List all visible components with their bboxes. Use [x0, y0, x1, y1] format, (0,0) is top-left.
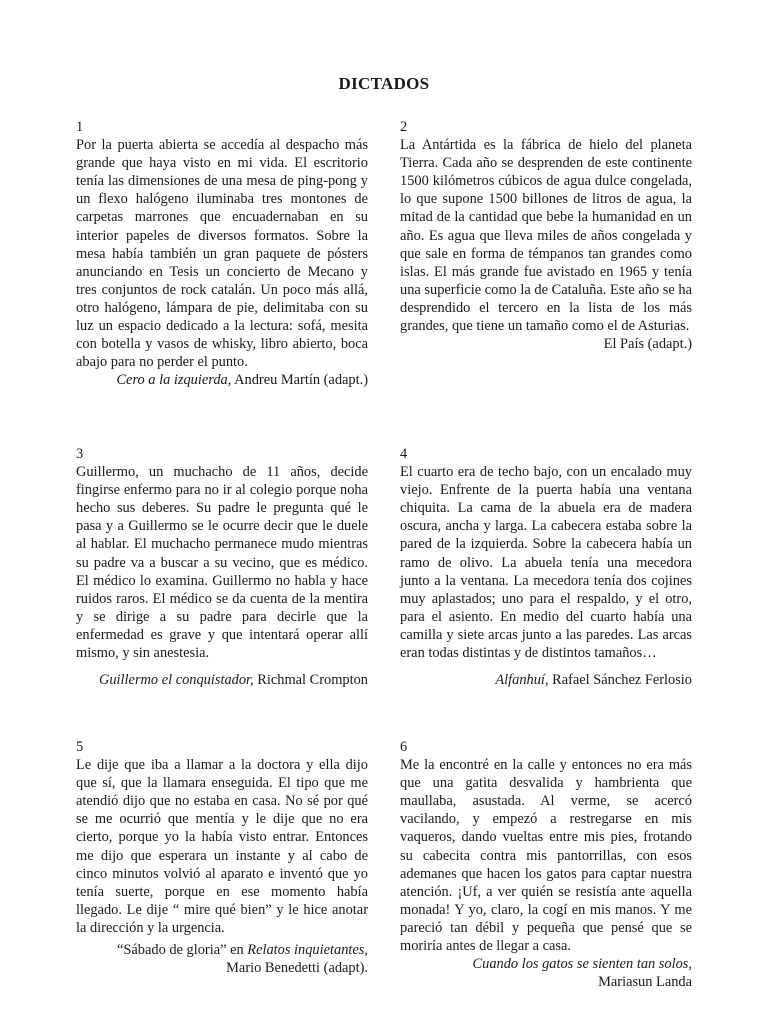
dictation-number: 4	[400, 446, 408, 462]
dictation-2	[400, 118, 692, 353]
dictation-source	[76, 371, 368, 389]
dictation-text: El cuarto era de techo bajo, con un encalado muy viejo. Enfrente de la puerta había una ventana chiquita. La cama de la abuela era de madera oscura, ancha y larga. La cabecera estaba sobre la pared de la izquierda. Sobre la cabecera había un ramo de olivo. La abuela tenía una mecedora junto a la ventana. La mecedora tenía dos cojines muy aplastados; uno para el respaldo, y el otro, para el asiento. En medio del cuarto había una camilla y siete arcas junto a las paredes. Las arcas eran todas distintas y de distintos tamaños…	[400, 464, 692, 662]
dictation-5	[76, 738, 368, 977]
dictation-text: Me la encontré en la calle y entonces no era más que una gatita desvalida y hambrienta que maullaba, asustada. Al verme, se acercó vacilando, y empezó a restregarse en mis vaqueros, dando vueltas entre mis pies, frotando su cabecita contra mis pantorrillas, con esos ademanes que hacen los gatos para captar nuestra atención. ¡Uf, a ver quién se resistía ante aquella monada! Y yo, claro, la cogí en mis manos. Y me pareció tan débil y pequeña que pensé que se moriría antes de llegar a casa.	[400, 757, 692, 955]
source-title: Alfanhuí,	[495, 672, 549, 689]
dictation-text: Le dije que iba a llamar a la doctora y ella dijo que sí, que la llamara enseguida. El tipo que me atendió dijo que no estaba en casa. No sé por qué se me ocurrió que mentía y le dije que no era cierto, porque yo la había visto entrar. Entonces me dijo que esperara un instante y al cabo de cinco minutos volvió al aparato e inventó que yo tenía suerte, porque en ese momento había llegado. Le dije “ mire qué bien” y le hice anotar la dirección y la urgencia.	[76, 757, 368, 936]
dictation-number: 1	[76, 119, 84, 135]
dictation-text: Guillermo, un muchacho de 11 años, decide fingirse enfermo para no ir al colegio porque noha hecho sus deberes. Su padre le pregunta qué le pasa y a Guillermo se le ocurre decir que le duele al hablar. El muchacho permanece mudo mientras su padre va a buscar a su vecino, que es médico. El médico lo examina. Guillermo no habla y hace ruidos raros. El médico se da cuenta de la mentira y se dirige a su padre para decirle que la enfermedad es grave y que intentará operar allí mismo, y sin anestesia.	[76, 464, 368, 662]
source-title: Cuando los gatos se sienten tan solos,	[472, 956, 692, 973]
dictation-number: 5	[76, 739, 84, 755]
dictation-source-author: Mariasun Landa	[598, 974, 692, 991]
dictation-source	[76, 671, 368, 689]
dictation-text: La Antártida es la fábrica de hielo del planeta Tierra. Cada año se desprenden de este continente 1500 kilómetros cúbicos de agua dulce congelada, lo que supone 1500 billones de litros de agua, la mitad de la cantidad que bebe la humanidad en un año. Es agua que lleva miles de años congelada y que sale en forma de témpanos tan grandes como islas. El más grande fue avistado en 1965 y tenía una superficie como la de Cataluña. Este año se ha desprendido el tercero en la lista de los más grandes, que tiene un tamaño como el de Asturias.	[400, 137, 692, 335]
dictation-6	[400, 738, 692, 991]
dictation-4	[400, 445, 692, 689]
dictation-source	[400, 671, 692, 689]
source-title: Relatos inquietantes	[247, 942, 365, 959]
dictation-1	[76, 118, 368, 389]
dictation-source: El País (adapt.)	[603, 336, 692, 353]
source-title: Cero a la izquierda	[116, 372, 228, 389]
dictation-source	[400, 955, 692, 973]
source-punct: ,	[364, 942, 368, 959]
dictation-number: 2	[400, 119, 408, 135]
dictation-source-author: Mario Benedetti (adapt).	[226, 960, 368, 977]
page-title: DICTADOS	[338, 74, 430, 93]
source-author: , Andreu Martín (adapt.)	[227, 372, 368, 389]
dictation-number: 6	[400, 739, 408, 755]
source-title: Guillermo el conquistador,	[98, 672, 254, 689]
source-story: “Sábado de gloria” en	[117, 942, 248, 959]
source-author: Richmal Crompton	[253, 672, 368, 689]
dictation-number: 3	[76, 446, 84, 462]
dictation-source	[76, 941, 368, 959]
source-author: Rafael Sánchez Ferlosio	[548, 672, 692, 689]
dictation-3	[76, 445, 368, 689]
dictation-text: Por la puerta abierta se accedía al despacho más grande que haya visto en mi vida. El escritorio tenía las dimensiones de una mesa de ping-pong y un flexo halógeno iluminaba tres montones de carpetas marrones que encuadernaban en su interior papeles de diversos formatos. Sobre la mesa había también un gran paquete de pósters anunciando en Tesis un concierto de Mecano y tres conjuntos de rock catalán. Un poco más allá, otro halógeno, lámpara de pie, delimitaba con su luz un espacio dedicado a la lectura: sofá, mesita con botella y vasos de whisky, libro abierto, boca abajo para no perder el punto.	[76, 137, 368, 371]
